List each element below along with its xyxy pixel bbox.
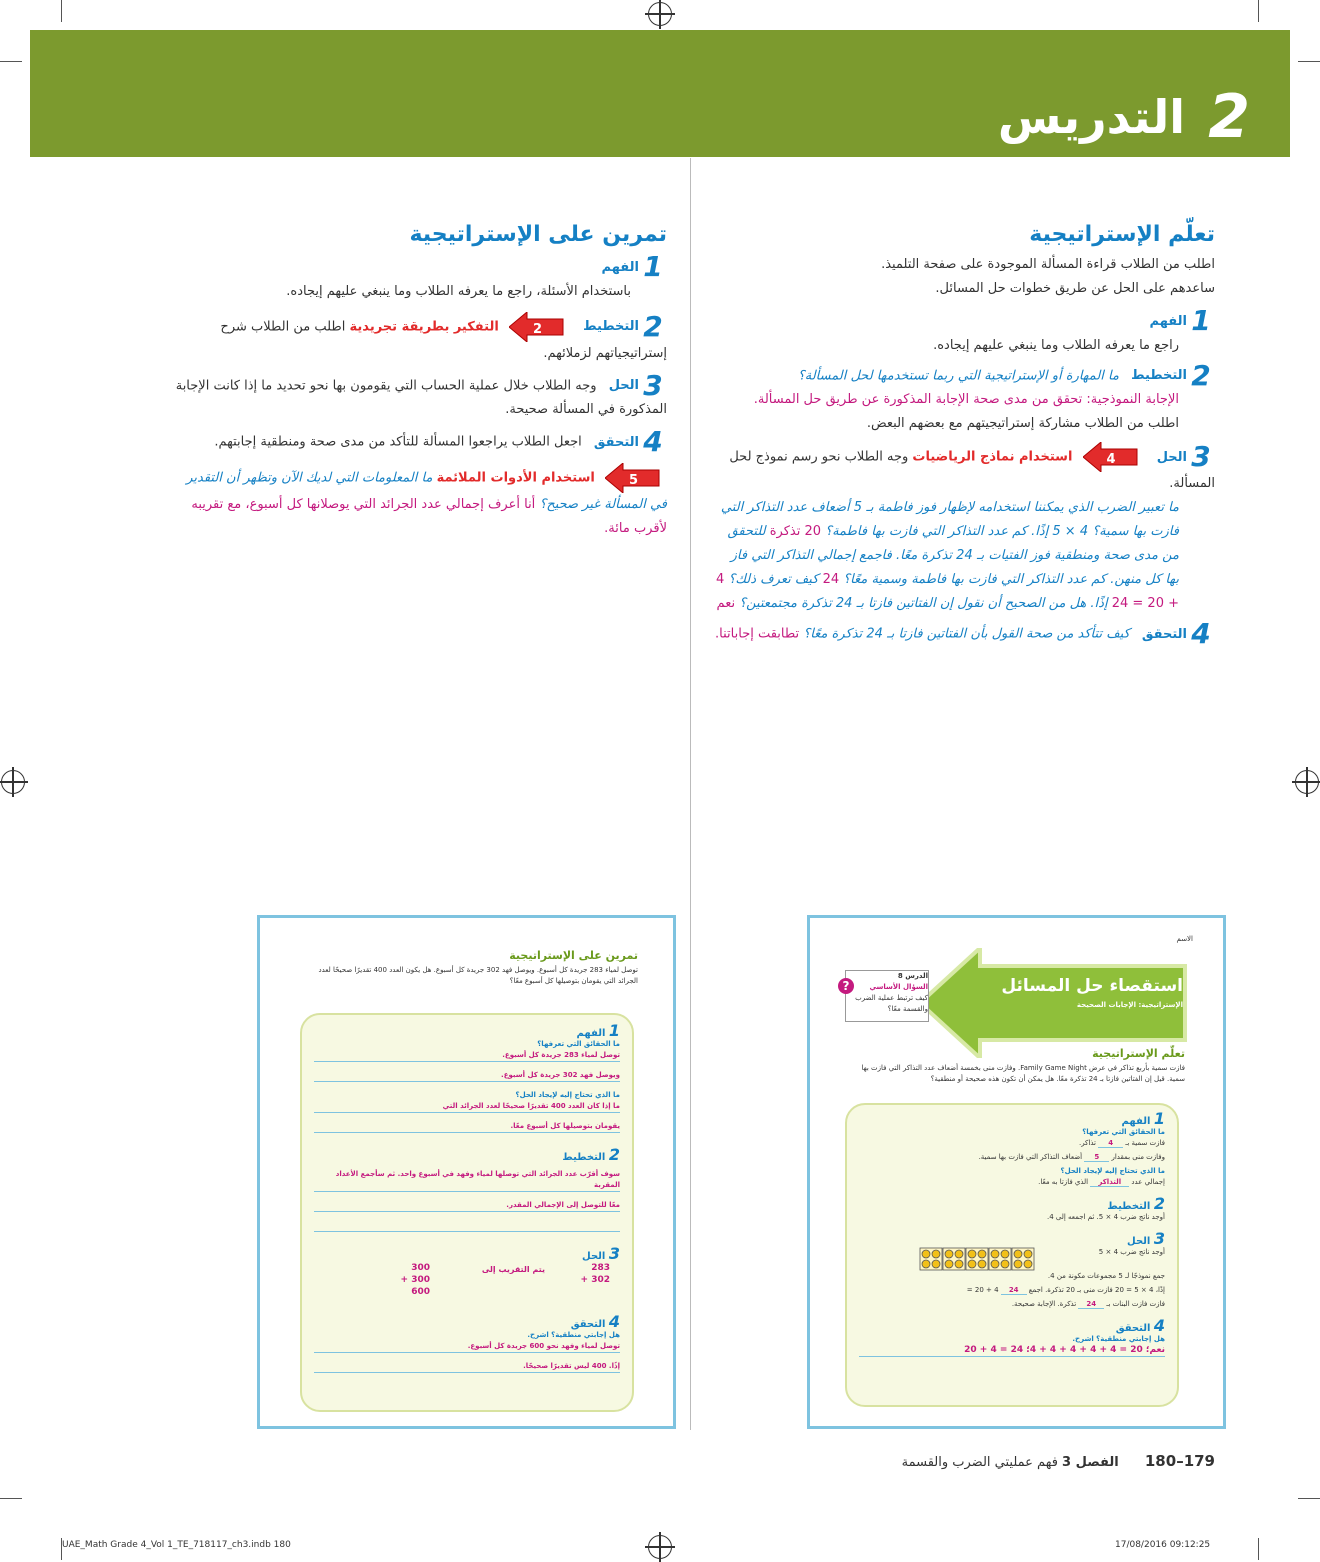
- thumb-problem: توصل لمياء 283 جريدة كل أسبوع. ويوصل فهد 302 جريدة كل أسبوع. هل يكون العدد 400 تقديرًا صحيحًا لعدد الجرائد التي يقومان بتوصيلها كل أسبوع معًا؟: [318, 966, 638, 985]
- lesson-page-thumbnail: الاسم استقصاء حل المسائل الإستراتيجية: الإجابات الصحيحة الدرس 8 السؤال الأساسي كيف ترتبط عملية الضرب والقسمة معًا؟ ? تعلّم الإستراتيجية فازت سمية بأربع تذاكر في عرض Family Game Night. وفازت منى بخمسة أضعاف عدد التذاكر التي فازت بها سمية. قيل إن الفتاتين فازتا بـ 24 تذكرة معًا. هل يمكن أن تكون هذه صحيحة أو منطقية؟ 1 الفهم ما الحقائق التي تعرفها؟ فازت سمية بـ 4 تذاكر. وفازت منى بمقدار 5 أضعاف التذاكر التي فازت بها سمية. ما الذي تحتاج إليه لإيجاد الحل؟ إجمالي عدد التذاكر الذي فازتا به معًا. 2 التخطيط أوجد ناتج ضرب 4 × 5. ثم اجمعه إلى 4. 3 الحل أوجد ناتج ضرب 4 × 5 جمع نموذجًا لـ 5 مجموعات مكونة من 4. إذًا، 4 × 5 = 20 فازت منى بـ 20 تذكرة. اجمع 24 4 + 20 = فازت فازت البنات بـ 24 تذكرة. الإجابة صحيحة. 4 التحقق هل إجابتي منطقية؟ اشرح. نعم؛ 20 = 4 + 4 + 4 + 4 + 4؛ 24 = 4 + 20: [807, 915, 1226, 1429]
- step-label: التحقق: [570, 1319, 606, 1330]
- thumb-question: ما الذي تحتاج إليه لإيجاد الحل؟: [515, 1091, 620, 1099]
- thumb-text: 4 + 20 =: [966, 1286, 999, 1294]
- step-text: وجه الطلاب نحو رسم نموذج لحل المسألة.: [729, 449, 1215, 491]
- thumb-title: تمرين على الإستراتيجية: [509, 949, 638, 962]
- rc-step-4: [715, 617, 1215, 650]
- thumb-answer: نعم؛ 20 = 4 + 4 + 4 + 4 + 4؛ 24 = 4 + 20: [859, 1345, 1165, 1357]
- registration-mark-left: [1, 770, 25, 794]
- step-number: 1: [643, 250, 663, 283]
- thumb-rounding-label: يتم التقريب إلى: [481, 1265, 545, 1274]
- step-number: 2: [1191, 358, 1211, 392]
- thumb-answer: توصل لمياء 283 جريدة كل أسبوع.: [314, 1050, 620, 1062]
- practice-label: التفكير بطريقة تجريدية: [349, 319, 499, 334]
- step-number: 2: [643, 309, 663, 343]
- lc-step-4: [175, 425, 667, 458]
- registration-mark-right: [1295, 770, 1319, 794]
- step-question: ما المعلومات التي لديك الآن وتظهر أن التقدير في المسألة غير صحيح؟: [186, 470, 667, 512]
- step-answer: نعم: [716, 596, 736, 611]
- registration-mark-bottom: [648, 1535, 672, 1559]
- thumb-number: 300: [411, 1275, 430, 1285]
- step-answer: 20 تذكرة: [769, 524, 822, 539]
- practice-strategy-column: [175, 222, 667, 541]
- practice-strategy-heading: تمرين على الإستراتيجية: [409, 222, 667, 247]
- question-mark-icon: ?: [838, 978, 854, 994]
- step-label: الفهم: [601, 259, 639, 275]
- step-label: الفهم: [1149, 313, 1187, 329]
- thumb-learn-title: تعلّم الإستراتيجية: [1092, 1047, 1185, 1060]
- intro-line-2: ساعدهم على الحل عن طريق خطوات حل المسائل.: [935, 281, 1215, 296]
- step-question: كيف تتأكد من صحة القول بأن الفتاتين فازتا بـ 24 تذكرة معًا؟: [803, 626, 1130, 642]
- thumb-problem: فازت سمية بأربع تذاكر في عرض Family Game Night. وفازت منى بخمسة أضعاف عدد التذاكر التي فازت بها سمية. قيل إن الفتاتين فازتا بـ 24 تذكرة معًا. هل يمكن أن تكون هذه صحيحة أو منطقية؟: [861, 1064, 1185, 1083]
- thumb-text: أضعاف التذاكر التي فازت بها سمية.: [978, 1153, 1083, 1161]
- thumb-question: ما الحقائق التي تعرفها؟: [537, 1040, 620, 1048]
- thumb-number: 600: [411, 1287, 430, 1297]
- practice-badge-arrow: 5: [605, 463, 661, 493]
- thumb-text: تذكرة. الإجابة صحيحة.: [1011, 1300, 1077, 1308]
- step-label: الحل: [1127, 1236, 1151, 1247]
- thumb-lesson-title: استقصاء حل المسائل: [1001, 976, 1183, 996]
- step-text: اطلب من الطلاب شرح إستراتيجياتهم لزملائهم.: [220, 319, 667, 361]
- thumb-answer: يقومان بتوصيلها كل أسبوع معًا.: [314, 1121, 620, 1133]
- slug-timestamp: 17/08/2016 09:12:25: [1115, 1540, 1211, 1550]
- page-footer: [902, 1452, 1215, 1470]
- lc-step-2: [175, 309, 667, 366]
- thumb-answer: 24: [1078, 1300, 1104, 1309]
- essential-question-label: السؤال الأساسي: [869, 983, 928, 991]
- lc-step-1: [175, 250, 667, 304]
- lc-step-3: [175, 368, 667, 423]
- slug-filename: UAE_Math Grade 4_Vol 1_TE_718117_ch3.indb 180: [62, 1540, 291, 1550]
- thumb-text: إجمالي عدد: [1131, 1178, 1165, 1186]
- step-label: الحل: [1156, 449, 1187, 465]
- step-label: الحل: [608, 378, 639, 393]
- step-answer: تطابقت إجاباتنا.: [715, 626, 800, 642]
- thumb-text: أوجد ناتج ضرب 4 × 5. ثم اجمعه إلى 4.: [1046, 1213, 1165, 1221]
- chapter-title: فهم عمليتي الضرب والقسمة: [901, 1455, 1058, 1470]
- registration-mark-top: [648, 2, 672, 26]
- thumb-number: 302: [591, 1275, 610, 1285]
- lc-step-5: [175, 463, 667, 541]
- thumb-answer: ويوصل فهد 302 جريدة كل أسبوع.: [314, 1070, 620, 1082]
- chapter-label: الفصل 3: [1062, 1455, 1119, 1470]
- lesson-label: الدرس 8: [897, 972, 928, 980]
- banner-title: التدريس: [997, 90, 1185, 144]
- learn-strategy-heading: تعلّم الإستراتيجية: [1029, 222, 1215, 247]
- section-banner: [30, 30, 1290, 157]
- step-label: التخطيط: [583, 319, 639, 334]
- step-question: للتحقق من مدى صحة ومنطقية فوز الفتيات بـ 24 تذكرة معًا. فاجمع إجمالي التذاكر التي فاز بها كل منهن. كم عدد التذاكر التي فازت بها فاطمة وسمية معًا؟: [727, 524, 1179, 587]
- thumb-question: هل إجابتي منطقية؟ اشرح.: [1072, 1335, 1165, 1343]
- plus-sign: +: [400, 1275, 409, 1285]
- step-answer: أنا أعرف إجمالي عدد الجرائد التي يوصلانها كل أسبوع، مع تقريبه لأقرب مائة.: [191, 496, 667, 536]
- practice-badge-arrow: 4: [1083, 442, 1139, 472]
- thumb-text: فازت فازت البنات بـ: [1106, 1300, 1165, 1308]
- thumb-answer: 24: [1001, 1286, 1027, 1295]
- thumb-text: تذاكر.: [1078, 1139, 1096, 1147]
- step-text: راجع ما يعرفه الطلاب وما ينبغي عليهم إيجاده.: [933, 337, 1179, 353]
- thumb-text: الذي فازتا به معًا.: [1038, 1178, 1089, 1186]
- banner-number: 2: [1208, 82, 1250, 152]
- thumb-answer: ما إذا كان العدد 400 تقديرًا صحيحًا لعدد الجرائد التي: [314, 1101, 620, 1113]
- thumb-question: هل إجابتي منطقية؟ اشرح.: [527, 1331, 620, 1339]
- step-label: الحل: [582, 1251, 606, 1262]
- step-number: 4: [1191, 617, 1211, 650]
- page-numbers: 179–180: [1144, 1452, 1215, 1470]
- step-label: التخطيط: [562, 1152, 606, 1163]
- step-number: 4: [643, 425, 663, 458]
- thumb-answer: توصل لمياء وفهد نحو 600 جريدة كل أسبوع.: [314, 1341, 620, 1353]
- step-label: التخطيط: [1131, 368, 1187, 383]
- name-label: الاسم: [1176, 935, 1193, 943]
- step-answer: الإجابة النموذجية: تحقق من مدى صحة الإجابة المذكورة عن طريق حل المسألة.: [753, 392, 1179, 407]
- thumb-text: إذًا، 4 × 5 = 20 فازت منى بـ 20 تذكرة. اجمع: [1028, 1286, 1165, 1294]
- thumb-answer: سوف أقرّب عدد الجرائد التي توصلها لمياء وفهد في أسبوع واحد. ثم سأجمع الأعداد المقربة: [314, 1169, 620, 1192]
- step-label: التحقق: [593, 434, 639, 450]
- step-question: ما المهارة أو الإستراتيجية التي ربما تستخدمها لحل المسألة؟: [797, 368, 1119, 383]
- thumb-answer: التذاكر: [1090, 1178, 1129, 1187]
- step-text: وجه الطلاب خلال عملية الحساب التي يقومون بها نحو تحديد ما إذا كانت الإجابة المذكورة في المسألة صحيحة.: [175, 378, 667, 417]
- step-answer: 24: [822, 572, 840, 587]
- thumb-lesson-subtitle: الإستراتيجية: الإجابات الصحيحة: [1076, 1001, 1183, 1009]
- essential-question-text: كيف ترتبط عملية الضرب والقسمة معًا؟: [855, 994, 928, 1013]
- practice-label: استخدام الأدوات الملائمة: [436, 470, 595, 485]
- thumb-answer: معًا للتوصل إلى الإجمالي المقدر.: [314, 1200, 620, 1212]
- step-question: كيف تعرف ذلك؟: [728, 572, 819, 587]
- thumb-question: ما الذي تحتاج إليه لإيجاد الحل؟: [1060, 1167, 1165, 1175]
- practice-badge-arrow: 2: [509, 312, 565, 342]
- intro-line-1: اطلب من الطلاب قراءة المسألة الموجودة على صفحة التلميذ.: [881, 257, 1215, 272]
- practice-page-thumbnail: تمرين على الإستراتيجية توصل لمياء 283 جريدة كل أسبوع. ويوصل فهد 302 جريدة كل أسبوع. هل يكون العدد 400 تقديرًا صحيحًا لعدد الجرائد التي يقومان بتوصيلها كل أسبوع معًا؟ 1 الفهم ما الحقائق التي تعرفها؟ توصل لمياء 283 جريدة كل أسبوع. ويوصل فهد 302 جريدة كل أسبوع. ما الذي تحتاج إليه لإيجاد الحل؟ ما إذا كان العدد 400 تقديرًا صحيحًا لعدد الجرائد التي يقومان بتوصيلها كل أسبوع معًا. 2 التخطيط سوف أقرّب عدد الجرائد التي توصلها لمياء وفهد في أسبوع واحد. ثم سأجمع الأعداد المقربة معًا للتوصل إلى الإجمالي المقدر. 3 الحل 283 + 302 يتم التقريب إلى 300 + 300 600 4 التحقق هل إجابتي منطقية؟ اشرح. توصل لمياء وفهد نحو 600 جريدة كل أسبوع. إذًا. 400 ليس تقديرًا صحيحًا.: [257, 915, 676, 1429]
- thumb-text: فازت سمية بـ: [1125, 1139, 1165, 1147]
- thumb-text: وفازت منى بمقدار: [1111, 1153, 1165, 1161]
- thumb-number: 283: [591, 1263, 610, 1273]
- thumb-text: جمع نموذجًا لـ 5 مجموعات مكونة من 4.: [1047, 1272, 1165, 1280]
- thumb-question: ما الحقائق التي تعرفها؟: [1082, 1128, 1165, 1136]
- column-divider: [690, 158, 691, 1430]
- thumb-answer: إذًا. 400 ليس تقديرًا صحيحًا.: [314, 1361, 620, 1373]
- thumb-text: أوجد ناتج ضرب 4 × 5: [1098, 1248, 1165, 1256]
- rc-step-3: [715, 442, 1215, 616]
- thumb-answer: 4: [1098, 1139, 1123, 1148]
- step-text: اطلب من الطلاب مشاركة إستراتيجيتهم مع بعضهم البعض.: [866, 416, 1179, 431]
- step-question: إذًا. هل من الصحيح أن نقول إن الفتاتين فازتا بـ 24 تذكرة مجتمعتين؟: [739, 596, 1108, 611]
- thumb-number: 300: [411, 1263, 430, 1273]
- step-number: 3: [643, 368, 663, 402]
- step-text: اجعل الطلاب يراجعوا المسألة للتأكد من مدى صحة ومنطقية إجابتهم.: [214, 434, 582, 450]
- practice-label: استخدام نماذج الرياضيات: [912, 449, 1073, 465]
- step-answer: 4 + 20 = 24: [716, 572, 1179, 611]
- counters-model: [919, 1247, 1037, 1271]
- step-label: الفهم: [1121, 1116, 1151, 1127]
- step-number: 3: [1191, 440, 1211, 473]
- step-label: التحقق: [1141, 626, 1187, 642]
- thumb-answer: 5: [1084, 1153, 1109, 1162]
- rc-step-2: [715, 358, 1215, 437]
- plus-sign: +: [580, 1275, 589, 1285]
- step-label: التحقق: [1115, 1323, 1151, 1334]
- learn-strategy-column: [715, 222, 1215, 650]
- step-label: التخطيط: [1107, 1201, 1151, 1212]
- rc-step-1: [715, 304, 1215, 358]
- step-text: باستخدام الأسئلة، راجع ما يعرفه الطلاب وما ينبغي عليهم إيجاده.: [286, 283, 631, 299]
- step-label: الفهم: [576, 1028, 606, 1039]
- step-question: ما تعبير الضرب الذي يمكننا استخدامه لإظهار فوز فاطمة بـ 5 أضعاف عدد التذاكر التي فازت بها سمية؟ 4 × 5 إذًا. كم عدد التذاكر التي فازت بها فاطمة؟: [720, 500, 1179, 539]
- step-number: 1: [1191, 304, 1211, 337]
